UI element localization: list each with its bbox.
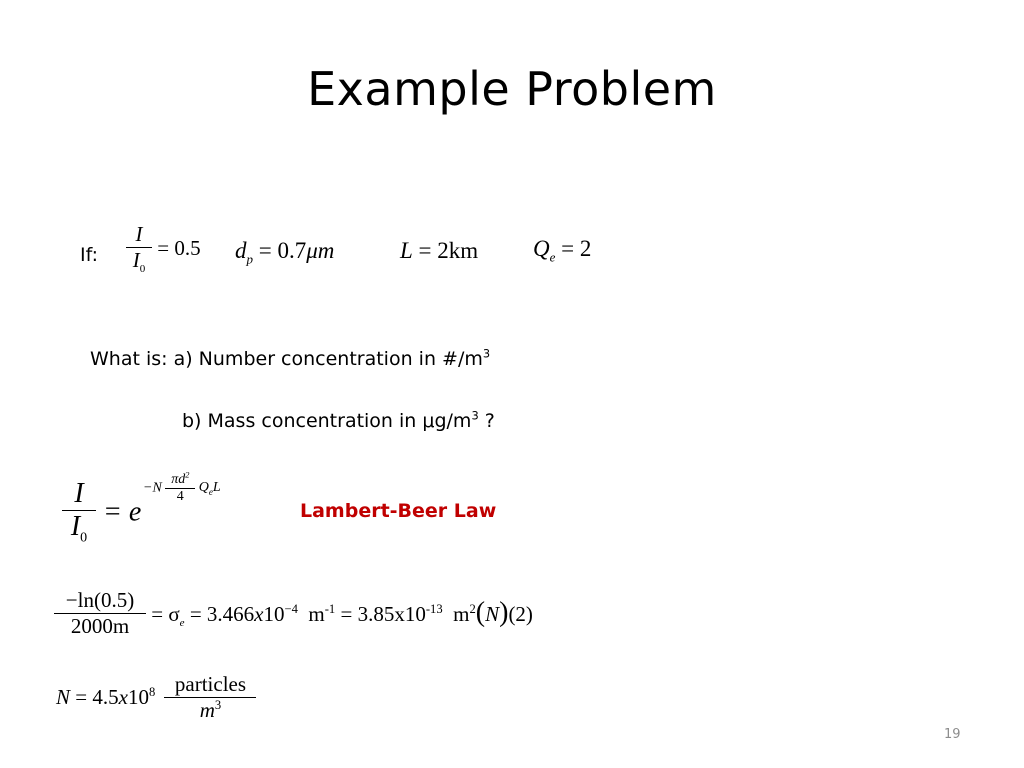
eq2-exp2: -13 xyxy=(425,602,443,617)
eq2-unit1-sup: -1 xyxy=(324,602,336,617)
ratio-numerator: I xyxy=(135,222,143,246)
eq3-exp: 8 xyxy=(148,685,156,699)
eq3-numerator: particles xyxy=(174,672,247,696)
eq3-value: = 4.5 xyxy=(75,685,119,709)
eq1-exp-den: 4 xyxy=(176,489,184,504)
Q-symbol: Q xyxy=(533,236,550,261)
dp-subscript: p xyxy=(246,251,253,267)
eq2-value1: = 3.466 xyxy=(189,602,255,627)
eq1-numerator: I xyxy=(74,478,84,509)
ratio-denominator: I xyxy=(132,248,140,272)
eq1-exp-prefix: −N xyxy=(143,480,162,496)
eq3-denominator-sup: 3 xyxy=(214,698,222,712)
path-length-given xyxy=(400,238,478,264)
L-symbol: L xyxy=(400,238,413,263)
number-concentration-result xyxy=(56,672,256,723)
question-b-end: ? xyxy=(478,410,495,432)
eq1-denominator-sub: 0 xyxy=(80,530,88,546)
page-number: 19 xyxy=(944,727,961,742)
eq2-sigma-sub: e xyxy=(179,617,185,630)
eq2-ten1: 10 xyxy=(263,602,285,627)
question-b-text: b) Mass concentration in μg/m xyxy=(182,410,472,432)
eq1-exp-Q-sub: e xyxy=(208,486,213,497)
eq1-rhs: = e xyxy=(103,496,142,528)
question-a xyxy=(90,348,490,370)
question-b xyxy=(182,410,495,432)
dp-symbol: d xyxy=(235,238,247,263)
eq1-exp-num-sup: 2 xyxy=(185,470,190,480)
eq2-unit2-sup: 2 xyxy=(469,602,476,617)
eq2-two: (2) xyxy=(508,602,533,627)
lambert-beer-equation xyxy=(62,478,141,547)
eq2-N: N xyxy=(485,602,500,627)
extinction-efficiency-given xyxy=(533,236,591,266)
L-value: = 2km xyxy=(418,238,479,263)
eq2-unit1: m xyxy=(308,602,325,627)
lambert-beer-label: Lambert-Beer Law xyxy=(300,500,497,522)
eq1-exponent xyxy=(143,472,221,505)
eq3-x: x xyxy=(118,685,128,709)
intensity-ratio-given xyxy=(126,222,201,275)
question-b-sup: 3 xyxy=(471,408,479,423)
eq1-exp-Q: Q xyxy=(198,480,209,496)
dp-value: = 0.7 xyxy=(258,238,307,263)
eq2-sigma: = σ xyxy=(151,602,180,627)
eq3-lhs: N xyxy=(56,685,71,709)
question-a-text: What is: a) Number concentration in #/m xyxy=(90,348,483,370)
question-a-sup: 3 xyxy=(482,346,491,361)
page-title: Example Problem xyxy=(307,62,717,116)
eq1-denominator: I xyxy=(70,511,81,542)
eq3-denominator: m xyxy=(199,698,215,722)
eq2-numerator: −ln(0.5) xyxy=(65,588,135,612)
dp-unit: μm xyxy=(306,238,335,263)
eq1-exp-num: πd xyxy=(171,472,186,487)
eq2-exp1: −4 xyxy=(284,602,298,617)
extinction-coefficient-equation: $\frac{-\ln(0.5)}{2000m}$ = $\sigma_e = 3.466x10^{-4}$ $m^{-1} = 3.85x10^{-13}$ $m^2(N)(2)$ xyxy=(54,588,533,639)
eq2-denominator: 2000m xyxy=(70,614,130,638)
diameter-given xyxy=(235,238,334,268)
ratio-value: = 0.5 xyxy=(157,236,201,261)
eq1-exp-suffix xyxy=(199,480,221,495)
eq2-x1: x xyxy=(254,602,264,627)
eq1-exp-L: L xyxy=(212,480,221,496)
Q-value: = 2 xyxy=(561,236,592,261)
ratio-denominator-sub: 0 xyxy=(139,263,146,276)
eq3-ten: 10 xyxy=(127,685,149,709)
eq2-unit2: m xyxy=(453,602,470,627)
if-label: If: xyxy=(80,244,99,266)
eq2-value2: = 3.85x10 xyxy=(340,602,426,627)
Q-subscript: e xyxy=(549,249,556,265)
